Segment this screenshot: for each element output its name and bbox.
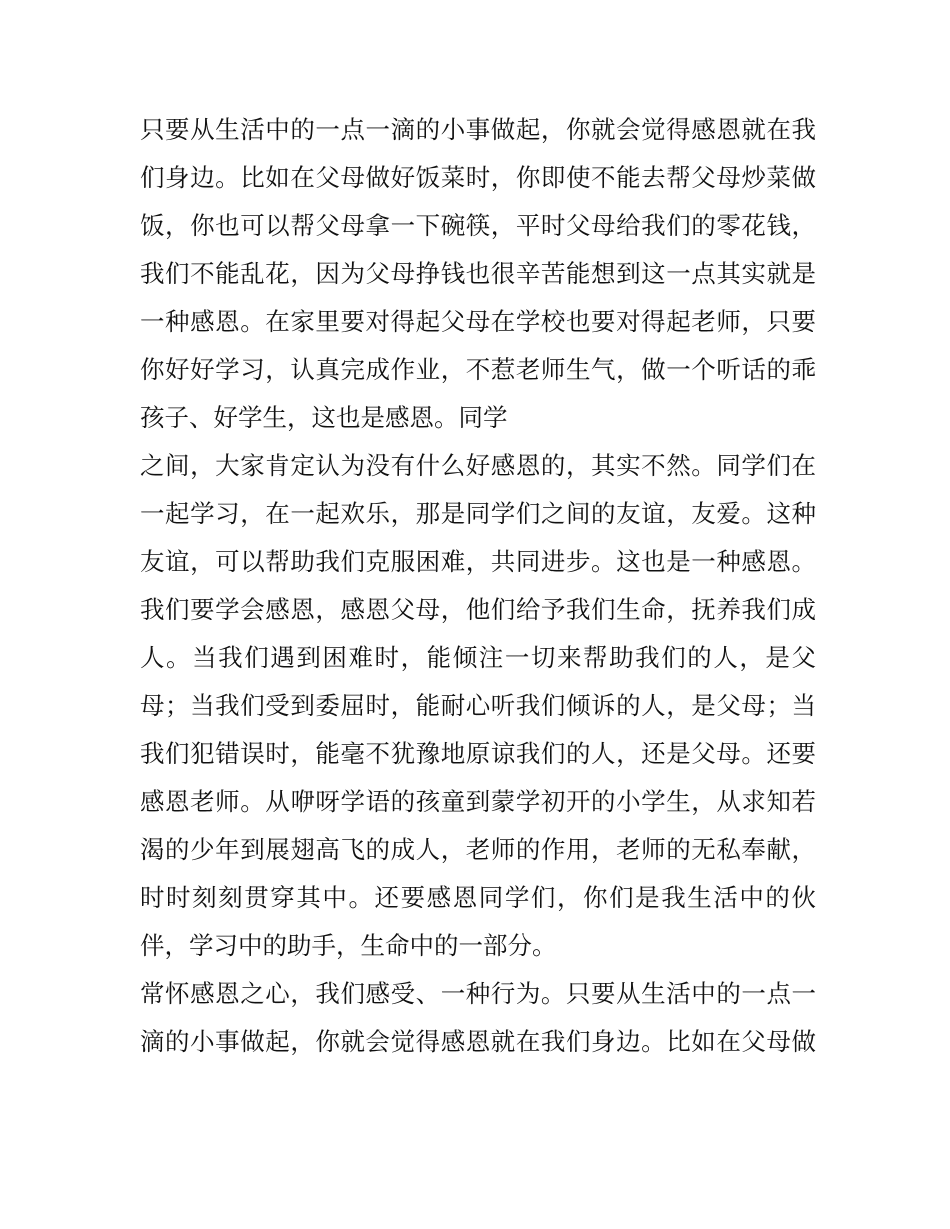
text-line: 我们要学会感恩，感恩父母，他们给予我们生命，抚养我们成: [140, 595, 816, 624]
text-line: 一起学习，在一起欢乐，那是同学们之间的友谊，友爱。这种: [140, 499, 816, 528]
text-line: 之间，大家肯定认为没有什么好感恩的，其实不然。同学们在: [140, 451, 816, 480]
text-line: 孩子、好学生，这也是感恩。同学: [140, 403, 508, 432]
text-line: 母；当我们受到委屈时，能耐心听我们倾诉的人，是父母；当: [140, 691, 816, 720]
text-line: 伴，学习中的助手，生命中的一部分。: [140, 931, 557, 960]
text-line: 们身边。比如在父母做好饭菜时，你即使不能去帮父母炒菜做: [140, 163, 816, 192]
text-line: 渴的少年到展翅高飞的成人，老师的作用，老师的无私奉献，: [140, 835, 816, 864]
text-line: 只要从生活中的一点一滴的小事做起，你就会觉得感恩就在我: [140, 115, 816, 144]
text-line: 友谊，可以帮助我们克服困难，共同进步。这也是一种感恩。: [140, 547, 816, 576]
text-line: 饭，你也可以帮父母拿一下碗筷，平时父母给我们的零花钱，: [140, 211, 816, 240]
text-line: 常怀感恩之心，我们感受、一种行为。只要从生活中的一点一: [140, 979, 816, 1008]
text-line: 时时刻刻贯穿其中。还要感恩同学们，你们是我生活中的伙: [140, 883, 816, 912]
text-line: 你好好学习，认真完成作业，不惹老师生气，做一个听话的乖: [140, 355, 816, 384]
text-line: 一种感恩。在家里要对得起父母在学校也要对得起老师，只要: [140, 307, 816, 336]
text-line: 滴的小事做起，你就会觉得感恩就在我们身边。比如在父母做: [140, 1027, 816, 1056]
text-line: 人。当我们遇到困难时，能倾注一切来帮助我们的人，是父: [140, 643, 816, 672]
text-line: 我们不能乱花，因为父母挣钱也很辛苦能想到这一点其实就是: [140, 259, 816, 288]
text-line: 我们犯错误时，能毫不犹豫地原谅我们的人，还是父母。还要: [140, 739, 816, 768]
document-body-text: [140, 106, 816, 1066]
text-line: 感恩老师。从咿呀学语的孩童到蒙学初开的小学生，从求知若: [140, 787, 816, 816]
